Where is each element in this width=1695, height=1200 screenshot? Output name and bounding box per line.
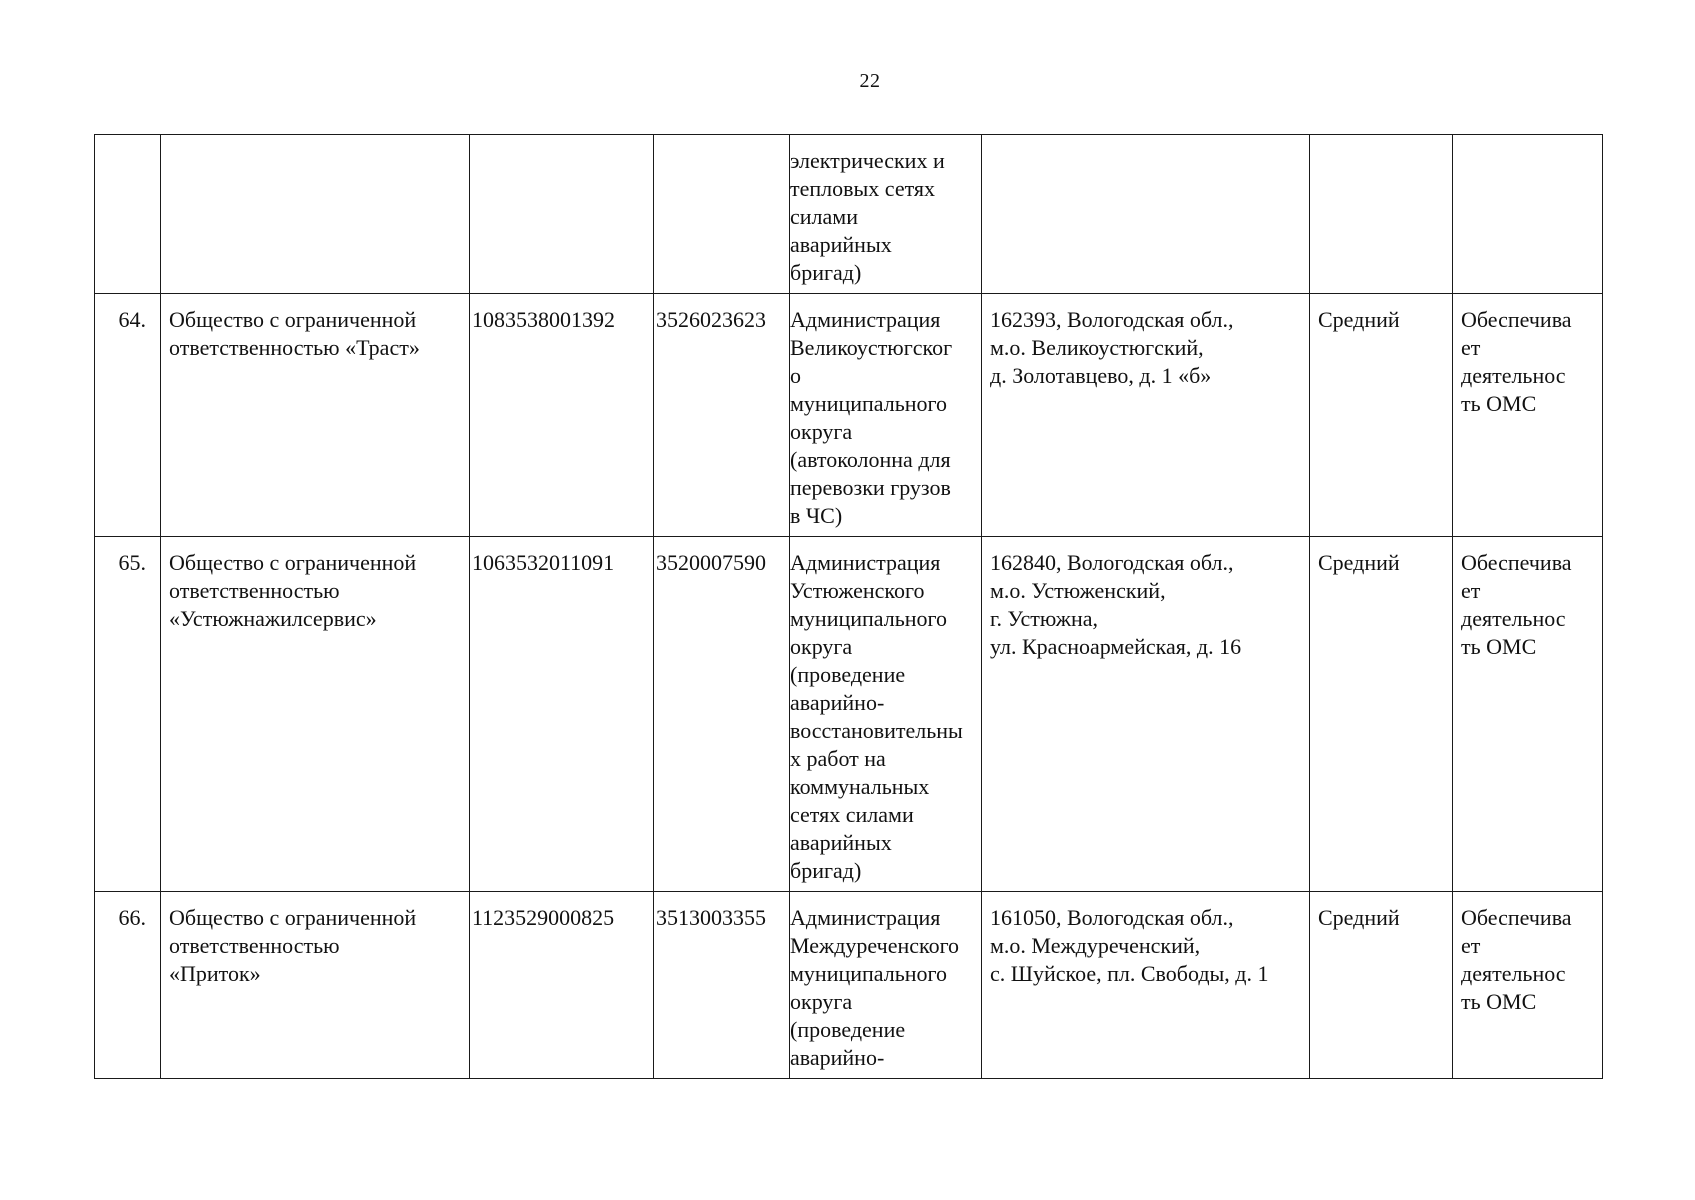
function-cell	[1453, 135, 1603, 294]
address-cell: 162393, Вологодская обл., м.о. Великоустюгский, д. Золотавцево, д. 1 «б»	[982, 294, 1310, 537]
level-cell: Средний	[1310, 294, 1453, 537]
table-row	[95, 135, 1603, 294]
page-number: 22	[859, 70, 881, 92]
ogrn-cell: 1083538001392	[470, 294, 654, 537]
governing-body-cell: Администрация Устюженского муниципального округа (проведение аварийно- восстановительны х работ на коммунальных сетях силами аварийных бригад)	[790, 537, 982, 892]
table-row	[95, 294, 1603, 537]
organization-name-cell: Общество с ограниченной ответственностью «Приток»	[161, 892, 470, 1079]
function-cell: Обеспечива ет деятельнос ть ОМС	[1453, 294, 1603, 537]
inn-cell	[654, 135, 790, 294]
organization-name-cell: Общество с ограниченной ответственностью «Устюжнажилсервис»	[161, 537, 470, 892]
table-row	[95, 537, 1603, 892]
ogrn-cell: 1063532011091	[470, 537, 654, 892]
governing-body-cell: электрических и тепловых сетях силами аварийных бригад)	[790, 135, 982, 294]
table-row	[95, 892, 1603, 1079]
organizations-table	[94, 134, 1603, 1079]
address-cell	[982, 135, 1310, 294]
address-cell: 162840, Вологодская обл., м.о. Устюженский, г. Устюжна, ул. Красноармейская, д. 16	[982, 537, 1310, 892]
function-cell: Обеспечива ет деятельнос ть ОМС	[1453, 892, 1603, 1079]
level-cell	[1310, 135, 1453, 294]
inn-cell: 3513003355	[654, 892, 790, 1079]
ogrn-cell	[470, 135, 654, 294]
inn-cell: 3526023623	[654, 294, 790, 537]
row-number-cell: 64.	[95, 294, 161, 537]
governing-body-cell: Администрация Великоустюгског о муниципального округа (автоколонна для перевозки грузов в ЧС)	[790, 294, 982, 537]
organization-name-cell: Общество с ограниченной ответственностью «Траст»	[161, 294, 470, 537]
row-number-cell	[95, 135, 161, 294]
row-number-cell: 65.	[95, 537, 161, 892]
inn-cell: 3520007590	[654, 537, 790, 892]
level-cell: Средний	[1310, 892, 1453, 1079]
ogrn-cell: 1123529000825	[470, 892, 654, 1079]
governing-body-cell: Администрация Междуреченского муниципального округа (проведение аварийно-	[790, 892, 982, 1079]
function-cell: Обеспечива ет деятельнос ть ОМС	[1453, 537, 1603, 892]
level-cell: Средний	[1310, 537, 1453, 892]
address-cell: 161050, Вологодская обл., м.о. Междуреченский, с. Шуйское, пл. Свободы, д. 1	[982, 892, 1310, 1079]
organization-name-cell	[161, 135, 470, 294]
row-number-cell: 66.	[95, 892, 161, 1079]
